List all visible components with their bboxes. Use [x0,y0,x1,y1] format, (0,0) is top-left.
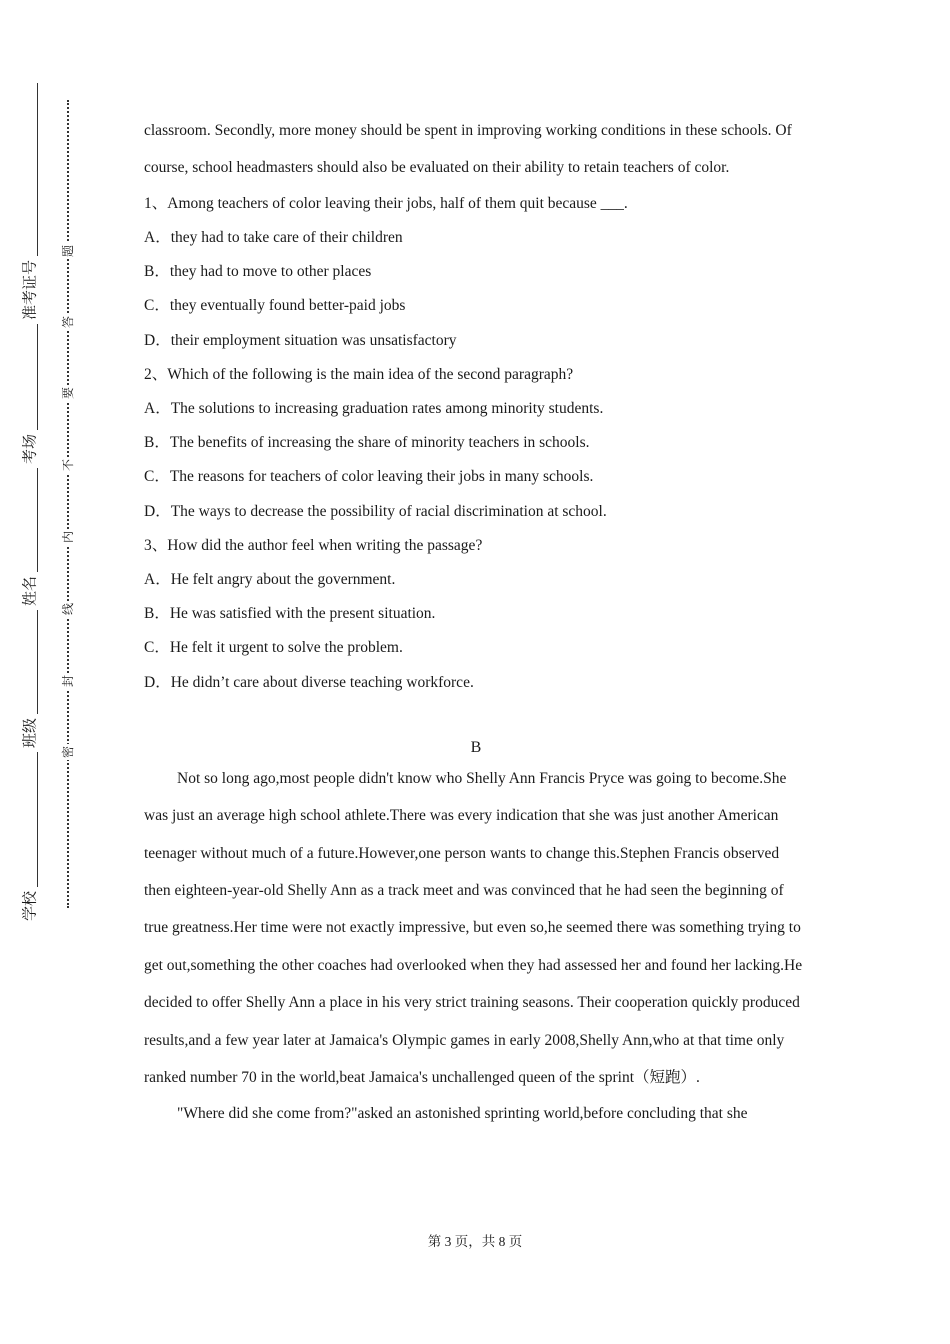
question-1 [144,187,808,358]
option-b: B．He was satisfied with the present situation. [144,605,436,623]
option-d: D．The ways to decrease the possibility of racial discrimination at school. [144,502,607,520]
school-label: 学校 [24,887,39,925]
seal-char-ti: 题 [61,244,75,258]
seal-char-xian: 线 [61,602,75,616]
option-b: B．The benefits of increasing the share of minority teachers in schools. [144,434,590,452]
seal-char-feng: 封 [61,674,75,688]
exam-id-label: 准考证号 [24,256,39,324]
option-c: C．they eventually found better-paid jobs [144,297,406,315]
seal-char-bu: 不 [61,458,75,472]
page-footer: 第 3 页，共 8 页 [427,1234,523,1249]
option-a: A．The solutions to increasing graduation rates among minority students. [144,400,604,418]
question-2 [144,358,808,529]
margin-solid-line [37,83,38,923]
question-3 [144,529,808,700]
seal-char-mi: 密 [61,745,75,759]
question-stem: 1、Among teachers of color leaving their jobs, half of them quit because ___. [144,194,628,212]
exam-room-label: 考场 [24,430,39,468]
question-stem: 3、How did the author feel when writing the passage? [144,536,483,554]
binding-margin [0,0,100,1344]
option-a: A．they had to take care of their children [144,229,403,247]
question-stem: 2、Which of the following is the main idea of the second paragraph? [144,365,574,383]
seal-char-da: 答 [61,315,75,329]
passage-a-tail: classroom. Secondly, more money should be spent in improving working conditions in these schools. Of course, school headmasters should also be evaluated on their ability to retain teachers of color. [144,122,792,177]
option-a: A．He felt angry about the government. [144,571,396,589]
seal-char-nei: 内 [61,530,75,544]
section-b-title: B [470,738,482,756]
seal-char-yao: 要 [61,386,75,400]
option-b: B．they had to move to other places [144,263,372,281]
page-content [144,112,808,1129]
option-c: C．The reasons for teachers of color leaving their jobs in many schools. [144,468,594,486]
section-b-paragraph-1: Not so long ago,most people didn't know who Shelly Ann Francis Pryce was going to become.She was just an average high school athlete.There was every indication that she was just another American teenager without much of a future.However,one person wants to change this.Stephen Francis observed then eighteen-year-old Shelly Ann as a track meet and was convinced that he had seen the beginning of true greatness.Her time were not exactly impressive, but even so,he seemed there was something trying to get out,something the other coaches had overlooked when they had assessed her and found her lacking.He decided to offer Shelly Ann a place in his very strict training seasons. Their cooperation quickly produced results,and a few year later at Jamaica's Olympic games in early 2008,Shelly Ann,who at that time only ranked number 70 in the world,beat Jamaica's unchallenged queen of the sprint（短跑）. [144,769,803,1087]
margin-dotted-line [67,100,69,908]
option-d: D．their employment situation was unsatisfactory [144,331,457,349]
name-label: 姓名 [24,572,39,610]
class-label: 班级 [24,714,39,752]
option-d: D．He didn’t care about diverse teaching workforce. [144,673,474,691]
section-b-paragraph-2: "Where did she come from?"asked an astonished sprinting world,before concluding that she [177,1104,748,1122]
option-c: C．He felt it urgent to solve the problem. [144,639,403,657]
